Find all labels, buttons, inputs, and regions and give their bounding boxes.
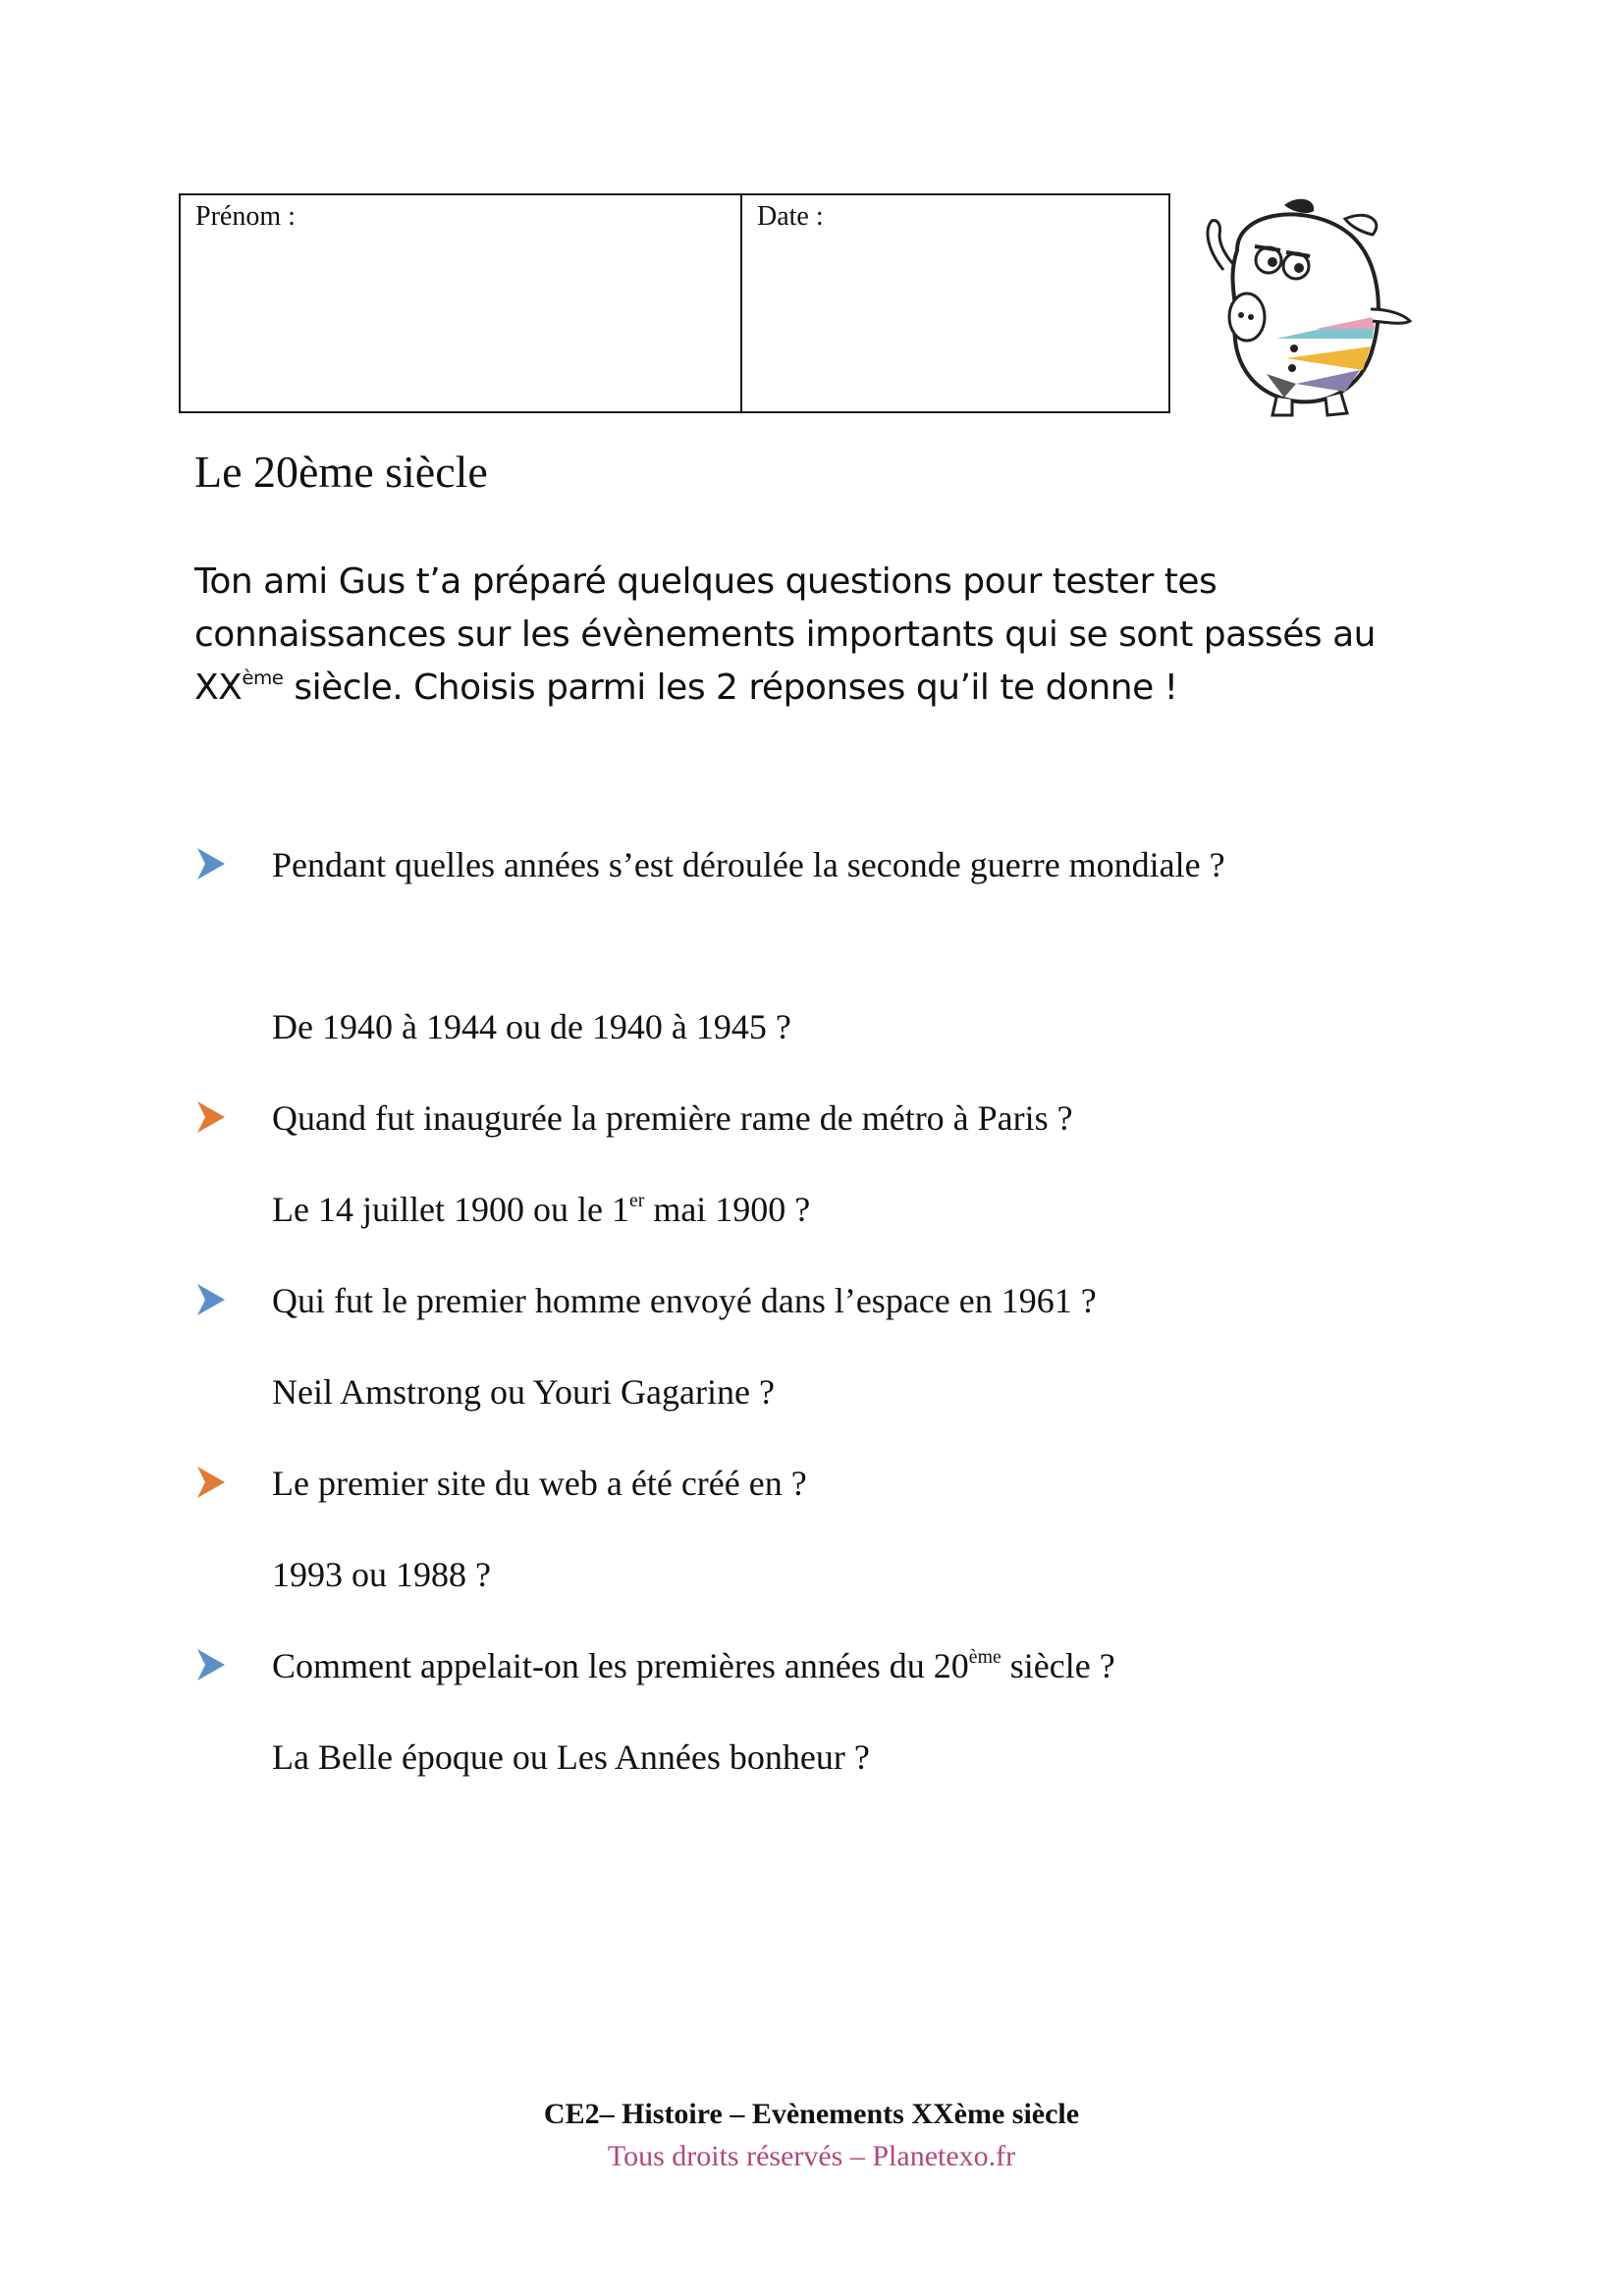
answer-4: 1993 ou 1988 ? — [272, 1555, 491, 1594]
gus-mascot-icon — [1198, 191, 1414, 422]
intro-superscript: ème — [242, 667, 284, 690]
answer-2-superscript: er — [628, 1190, 645, 1212]
answer-1: De 1940 à 1944 ou de 1940 à 1945 ? — [272, 1007, 791, 1046]
intro-text-2: siècle. Choisis parmi les 2 réponses qu’il te donne ! — [283, 667, 1178, 708]
footer-subject: CE2– Histoire – Evènements XXème siècle — [543, 2098, 1080, 2130]
answer-5: La Belle époque ou Les Années bonheur ? — [272, 1737, 870, 1777]
arrow-bullet-icon — [195, 1465, 227, 1500]
answer-2-text-2: mai 1900 ? — [644, 1190, 811, 1229]
footer-copyright: Tous droits réservés – Planetexo.fr — [607, 2140, 1016, 2172]
intro-text-1: Ton ami Gus t’a préparé quelques questions pour tester tes connaissances sur les évènements importants qui se sont passés au XX — [194, 561, 1376, 708]
question-5 — [272, 1631, 1401, 1700]
page-title: Le 20ème siècle — [194, 446, 488, 497]
answer-2 — [272, 1175, 1401, 1244]
answer-3: Neil Amstrong ou Youri Gagarine ? — [272, 1372, 775, 1412]
student-info-box — [179, 193, 1170, 413]
date-cell[interactable] — [742, 195, 1168, 411]
arrow-bullet-icon — [195, 846, 227, 881]
name-label: Prénom : — [195, 201, 296, 232]
question-3: Qui fut le premier homme envoyé dans l’espace en 1961 ? — [272, 1281, 1097, 1320]
question-5-text-1: Comment appelait-on les premières années du 20 — [272, 1646, 969, 1685]
question-4: Le premier site du web a été créé en ? — [272, 1464, 807, 1503]
question-5-superscript: ème — [968, 1646, 1001, 1669]
answer-2-text-1: Le 14 juillet 1900 ou le 1 — [272, 1190, 629, 1229]
intro-paragraph — [194, 556, 1451, 715]
arrow-bullet-icon — [195, 1099, 227, 1135]
question-5-text-2: siècle ? — [1001, 1646, 1115, 1685]
arrow-bullet-icon — [195, 1282, 227, 1317]
name-cell[interactable] — [181, 195, 742, 411]
date-label: Date : — [757, 201, 824, 232]
question-2: Quand fut inaugurée la première rame de métro à Paris ? — [272, 1098, 1073, 1138]
question-1: Pendant quelles années s’est déroulée la seconde guerre mondiale ? — [272, 845, 1225, 884]
arrow-bullet-icon — [195, 1647, 227, 1682]
